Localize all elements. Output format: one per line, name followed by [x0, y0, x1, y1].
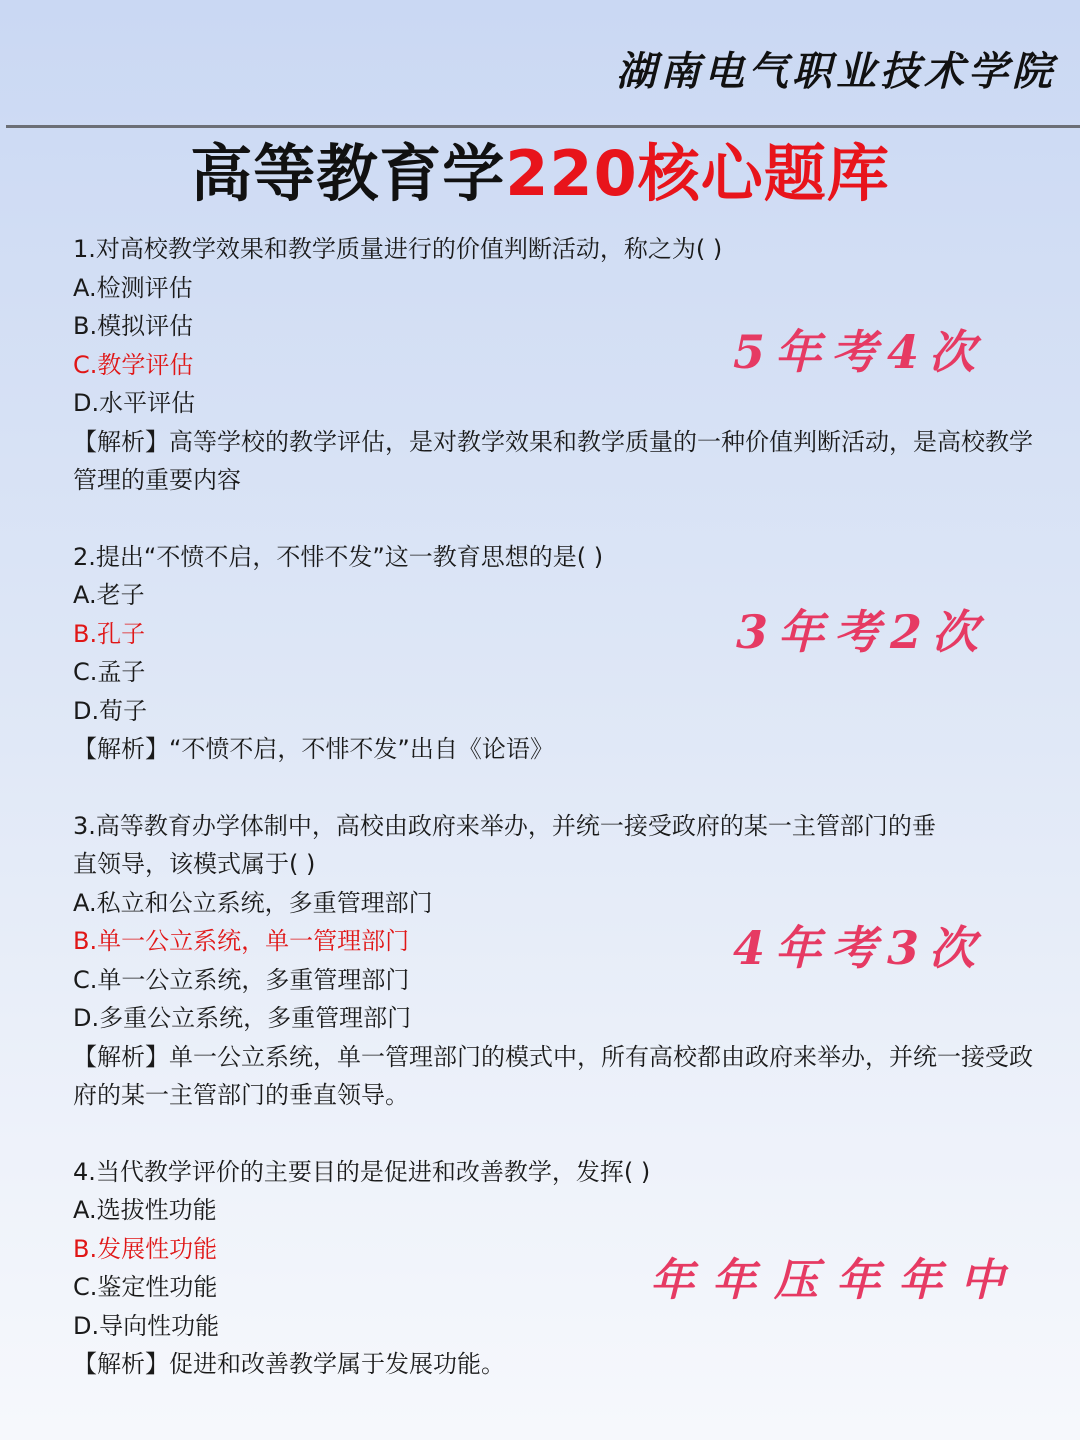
title-part-red: 220核心题库 [505, 137, 890, 210]
option-c: C.孟子 [73, 658, 146, 686]
frequency-note-2: 3年考2次 [736, 605, 989, 659]
option-a: A.选拔性功能 [73, 1196, 217, 1224]
option-a: A.老子 [73, 581, 145, 609]
frequency-note-4: 年年压年年中 [650, 1255, 1022, 1306]
question-stem: 1.对高校教学效果和教学质量进行的价值判断活动，称之为( ) [73, 235, 723, 263]
question-stem: 2.提出“不愤不启，不悱不发”这一教育思想的是( ) [73, 542, 604, 571]
frequency-note-1: 5年考4次 [733, 325, 986, 379]
option-b-correct: B.发展性功能 [73, 1234, 218, 1263]
header [0, 0, 1080, 126]
title-part-black: 高等教育学 [190, 137, 506, 210]
question-stem: 3.高等教育办学体制中，高校由政府来举办，并统一接受政府的某一主管部门的垂 [73, 811, 936, 840]
option-c: C.单一公立系统，多重管理部门 [73, 965, 410, 994]
page-title [0, 134, 1080, 214]
question-stem: 4.当代教学评价的主要目的是促进和改善教学，发挥( ) [73, 1157, 651, 1186]
question-list [73, 230, 1033, 1422]
option-c: C.鉴定性功能 [73, 1273, 218, 1301]
option-a: A.检测评估 [73, 273, 193, 302]
analysis-text: 【解析】高等学校的教学评估，是对教学效果和教学质量的一种价值判断活动，是高校教学管理的重要内容 [73, 427, 1033, 494]
header-divider [6, 125, 1080, 128]
analysis-text: 【解析】“不愤不启，不悱不发”出自《论语》 [73, 735, 554, 763]
option-d: D.荀子 [73, 696, 148, 725]
option-c-correct: C.教学评估 [73, 350, 194, 379]
option-d: D.水平评估 [73, 389, 196, 417]
option-d: D.导向性功能 [73, 1311, 220, 1340]
school-name: 湖南电气职业技术学院 [616, 48, 1056, 95]
option-b-correct: B.单一公立系统，单一管理部门 [73, 927, 410, 955]
option-b: B.模拟评估 [73, 312, 194, 340]
option-b-correct: B.孔子 [73, 619, 146, 648]
option-a: A.私立和公立系统，多重管理部门 [73, 888, 433, 917]
option-d: D.多重公立系统，多重管理部门 [73, 1004, 412, 1032]
analysis-text: 【解析】促进和改善教学属于发展功能。 [73, 1350, 505, 1378]
question-stem-continued: 直领导，该模式属于( ) [73, 850, 316, 878]
frequency-note-3: 4年考3次 [733, 921, 986, 975]
analysis-text: 【解析】单一公立系统，单一管理部门的模式中，所有高校都由政府来举办，并统一接受政府的某一主管部门的垂直领导。 [73, 1042, 1033, 1109]
